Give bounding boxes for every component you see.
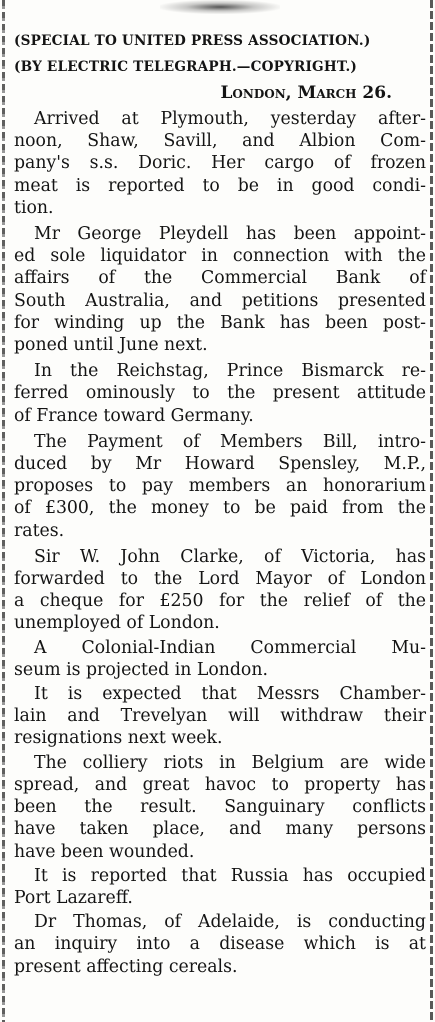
column-rule-right <box>430 0 433 1022</box>
news-column <box>14 28 426 978</box>
news-item <box>14 546 426 635</box>
text-line: present affecting cereals. <box>14 956 238 977</box>
text-line: rates. <box>14 520 65 541</box>
text-line: pany's s.s. Doric. Her cargo of frozen <box>14 153 426 174</box>
text-line: A Colonial-Indian Commercial Mu- <box>34 637 426 658</box>
news-item <box>14 360 426 427</box>
news-item <box>14 911 426 978</box>
text-line: been the result. Sanguinary conflicts <box>14 797 426 818</box>
header-line-special: (SPECIAL TO UNITED PRESS ASSOCIATION.) <box>14 33 371 49</box>
text-line: Mr George Pleydell has been appoint- <box>34 224 426 245</box>
text-line: Dr Thomas, of Adelaide, is conducting <box>34 912 426 933</box>
text-line: Port Lazareff. <box>14 887 133 908</box>
news-item <box>14 223 426 356</box>
text-line: ed sole liquidator in connection with the <box>14 246 426 267</box>
text-line: duced by Mr Howard Spensley, M.P., <box>14 454 426 475</box>
text-line: The colliery riots in Belgium are wide <box>34 752 426 773</box>
text-line: South Australia, and petitions presented <box>14 290 426 311</box>
text-line: poned until June next. <box>14 335 208 356</box>
text-line: have been wounded. <box>14 841 195 862</box>
text-line: spread, and great havoc to property has <box>14 774 426 795</box>
text-line: It is expected that Messrs Chamber- <box>34 684 426 705</box>
text-line: an inquiry into a disease which is at <box>14 934 426 955</box>
text-line: ferred ominously to the present attitude <box>14 383 426 404</box>
news-item <box>14 683 426 750</box>
text-line: a cheque for £250 for the relief of the <box>14 591 426 612</box>
text-line: Sir W. John Clarke, of Victoria, has <box>34 546 426 567</box>
text-line: unemployed of London. <box>14 613 220 634</box>
text-line: tion. <box>14 197 54 218</box>
news-item <box>14 431 426 542</box>
text-line: noon, Shaw, Savill, and Albion Com- <box>14 131 426 152</box>
news-item <box>14 108 426 219</box>
column-rule-left <box>2 0 5 1022</box>
dateline: London, March 26. <box>220 83 392 103</box>
text-line: Arrived at Plymouth, yesterday after- <box>34 109 426 129</box>
news-item <box>14 865 426 909</box>
text-line: resignations next week. <box>14 728 223 749</box>
header-line-telegraph: (BY ELECTRIC TELEGRAPH.—COPYRIGHT.) <box>14 59 358 75</box>
text-line: of France toward Germany. <box>14 405 254 426</box>
news-item <box>14 752 426 863</box>
text-line: meat is reported to be in good condi- <box>14 175 426 196</box>
text-line: seum is projected in London. <box>14 659 268 680</box>
text-line: forwarded to the Lord Mayor of London <box>14 569 426 590</box>
text-line: It is reported that Russia has occupied <box>34 865 426 886</box>
text-line: affairs of the Commercial Bank of <box>14 268 426 289</box>
ink-smudge <box>160 0 280 14</box>
text-line: proposes to pay members an honorarium <box>14 476 426 497</box>
text-line: In the Reichstag, Prince Bismarck re- <box>34 361 426 382</box>
text-line: The Payment of Members Bill, intro- <box>34 431 426 452</box>
text-line: for winding up the Bank has been post- <box>14 312 426 333</box>
text-line: of £300, the money to be paid from the <box>14 498 426 519</box>
text-line: have taken place, and many persons <box>14 819 426 840</box>
text-line: lain and Trevelyan will withdraw their <box>14 706 426 727</box>
news-items <box>14 108 426 978</box>
news-item <box>14 637 426 681</box>
